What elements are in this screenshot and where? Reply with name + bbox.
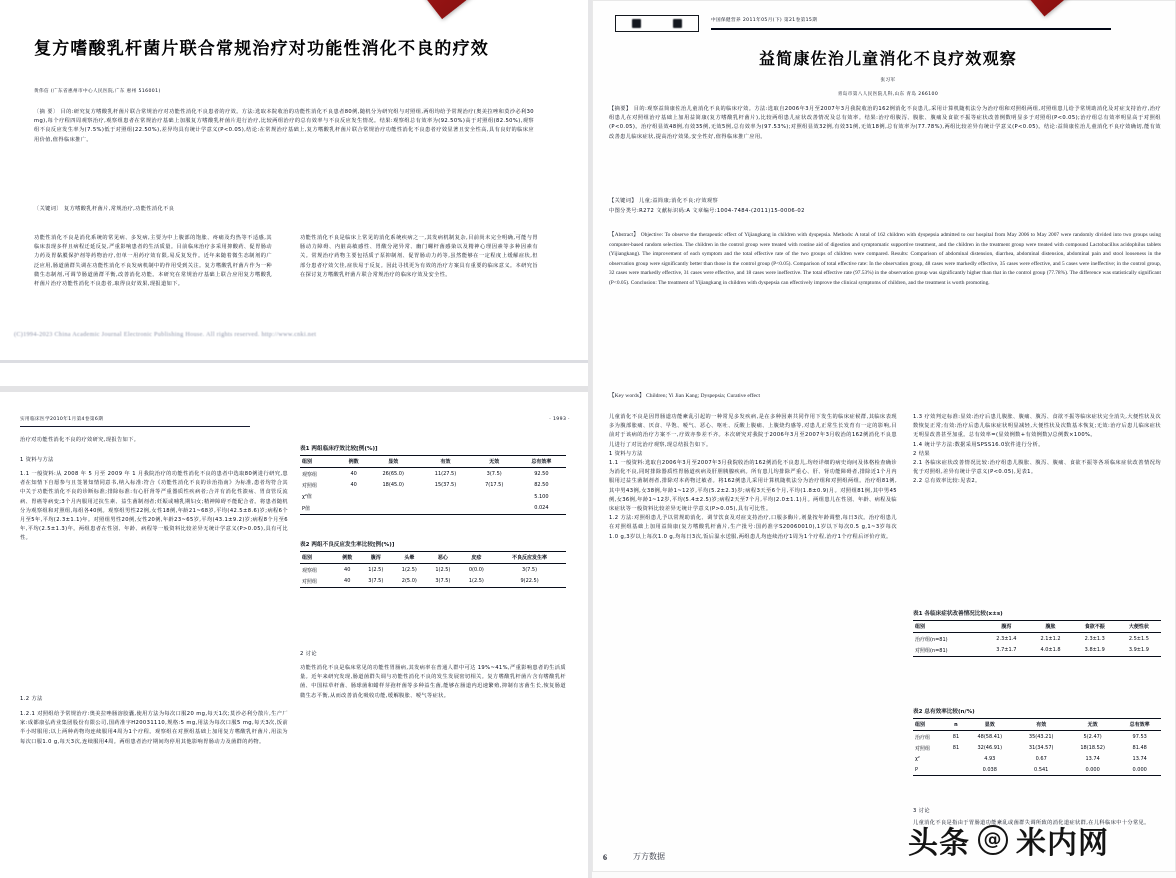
cell bbox=[419, 491, 471, 502]
cell: 2.3±1.3 bbox=[1084, 636, 1105, 643]
top-left-doc-title: 复方嗜酸乳杆菌片联合常规治疗对功能性消化不良的疗效 bbox=[34, 39, 489, 59]
right-doc-affiliation: 青岛市第八人民医院儿科,山东 青岛 266100 bbox=[837, 92, 939, 97]
col-a-section-1-1: 1.1 一般资料:选取自2006年3月至2007年3月我院收治的162例消化不良患儿,均经详细的病史询问及体格检查确诊为消化不良,同时排除器质性胃肠道疾病及肝胆胰腺疾病。所有患儿均排除严重心、肝、肾功能障碍者,排除近1个月内服用过益生菌制剂者,排除对本药物过敏者。将162例患儿采用计算机随机法分为治疗组和对照组两组。治疗组81例,其中男43例,女38例,年龄1~12岁,平均(5.2±2.3)岁;病程3天至6个月,平均(1.8±0.9)月。对照组81例,其中男45例,女36例,年龄1~12岁,平均(5.4±2.5)岁;病程2天至7个月,平均(2.0±1.1)月。两组患儿在性别、年龄、病程及临床症状等一般资料比较差异无统计学意义(P>0.05),具有可比性。 bbox=[609, 460, 897, 513]
cell: 3.9±1.9 bbox=[1128, 647, 1149, 654]
th-3: 头晕 bbox=[404, 555, 415, 562]
cell: 5(2.47) bbox=[1083, 734, 1102, 741]
cell: 48(58.41) bbox=[977, 734, 1003, 741]
cell: 治疗组(n=81) bbox=[915, 636, 948, 643]
th-0: 组别 bbox=[302, 555, 313, 562]
bottom-left-table-1 bbox=[300, 444, 566, 515]
bottom-left-section-2-heading: 1.2 方法 bbox=[20, 696, 43, 702]
right-doc-keywords-en bbox=[609, 391, 1161, 399]
cell: 18(18.52) bbox=[1080, 745, 1105, 752]
cell: 1(2.5) bbox=[401, 567, 417, 574]
table-1 bbox=[300, 455, 566, 515]
cell: 81.48 bbox=[1132, 745, 1147, 752]
cell: 对照组 bbox=[302, 482, 318, 489]
cell: 7(17.5) bbox=[485, 482, 504, 489]
cell: 观察组 bbox=[302, 471, 318, 478]
cell: 治疗组 bbox=[915, 734, 931, 741]
document-page-bottom-left bbox=[0, 392, 588, 878]
th-4: 大便性状 bbox=[1128, 624, 1149, 631]
table-row bbox=[300, 468, 566, 480]
th-2: 显效 bbox=[388, 459, 399, 466]
document-page-top-left bbox=[0, 0, 588, 386]
table-row bbox=[913, 743, 1161, 754]
cell: 40 bbox=[344, 578, 351, 585]
bottom-left-running-head: 实用临床医学2010年1月第4卷第6期 bbox=[20, 416, 250, 427]
cell: 3(7.5) bbox=[522, 567, 538, 574]
cell: 1(2.5) bbox=[468, 578, 484, 585]
cell: P值 bbox=[302, 505, 311, 512]
keywords-label: 【关键词】 bbox=[609, 198, 637, 204]
cell: 0.000 bbox=[1132, 766, 1147, 773]
toutiao-watermark bbox=[908, 818, 1109, 862]
cell: 对照组(n=81) bbox=[915, 647, 948, 654]
top-left-doc-keywords bbox=[34, 205, 534, 214]
abstract-label: 〔摘 要〕 bbox=[34, 109, 59, 115]
table-row bbox=[300, 480, 566, 491]
col-b-criteria: 1.3 疗效判定标准:显效:治疗后患儿腹胀、腹痛、腹泻、食欲不振等临床症状完全消失,大便性状及次数恢复正常;有效:治疗后患儿临床症状明显减轻,大便性状及次数基本恢复;无效:治疗后患儿临床症状无明显改善甚至加重。总有效率=(显效例数+有效例数)/总例数×100%。 bbox=[913, 414, 1161, 439]
cell: χ² bbox=[915, 756, 920, 763]
right-doc-abstract-cn bbox=[609, 105, 1161, 142]
right-doc-discussion-body: 儿童消化不良是指由于胃肠道功能紊乱或菌群失调所致的消化道症状群,在儿科临床中十分常见。 bbox=[913, 820, 1150, 826]
table-2 bbox=[913, 718, 1161, 776]
cell: χ²值 bbox=[302, 494, 312, 501]
cell bbox=[367, 503, 419, 515]
cell: 0.541 bbox=[1034, 766, 1049, 773]
right-doc-journal-header: 中国保健营养 2011年05月(下) 第21卷第15期 bbox=[711, 17, 1111, 30]
at-sign-icon: @ bbox=[978, 825, 1008, 855]
cell bbox=[367, 491, 419, 502]
cell: 0.000 bbox=[1085, 766, 1100, 773]
cell bbox=[472, 503, 517, 515]
cell: 0.038 bbox=[982, 766, 997, 773]
table-header-row bbox=[300, 456, 566, 468]
keywords-en-label: 【Key words】 bbox=[609, 393, 645, 399]
th-4: 恶心 bbox=[437, 555, 448, 562]
table-row bbox=[913, 754, 1161, 764]
th-4: 无效 bbox=[1087, 722, 1098, 729]
cell: 对照组 bbox=[915, 745, 931, 752]
cell: 40 bbox=[350, 482, 357, 489]
cell bbox=[340, 491, 367, 502]
bottom-left-section-1-body: 1.1 一般资料:从 2008 年 5 月至 2009 年 1 月我院治疗的功能性消化不良的患者中选取80例进行研究,患者在知情下自愿参与且签署知情同意书,纳入标准:符合《功能性消化不良的诊治指南》为标准,患者均符合其中关于功能性消化不良的诊断标准;排除标准:有心肝肾等严重器质性疾病者;合并有消化性溃疡、胃食管反流病、胃癌等病变;3个月内服用过抗生素、益生菌制剂者;妊娠或哺乳期妇女;精神障碍不能配合者。将患者随机分为观察组和对照组,每组各40例。观察组男性22例,女性18例,年龄21~68岁,平均(42.5±8.6)岁;病程6个月至5年,平均(2.3±1.1)年。对照组男性20例,女性20例,年龄23~65岁,平均(43.1±9.2)岁;病程8个月至6年,平均(2.5±1.3)年。两组患者在性别、年龄、病程等一般资料比较差异无统计学意义(P>0.05),具有可比性。 bbox=[20, 471, 288, 542]
cell: 4.0±1.8 bbox=[1040, 647, 1061, 654]
right-doc-author: 张习军 bbox=[880, 78, 896, 83]
right-doc-page-number: 6 bbox=[603, 853, 607, 862]
bottom-left-section-2-body: 1.2.1 对照组给予常规治疗:奥美拉唑肠溶胶囊,使用方法为每次口服20 mg,每天1次;莫沙必利分散片,生产厂家:成都康弘药业集团股份有限公司,国药准字H20031110,规格:5 mg,用法为每次口服5 mg,每天3次,饭前半小时服用;以上两种药物均连续服用4周为1个疗程。观察组在对照组基础上加用复方嗜酸乳杆菌片,用法为每次口服1.0 g,每天3次,连续服用4周。两组患者治疗期间均停用其他影响胃肠动力及菌群的药物。 bbox=[20, 711, 288, 745]
watermark-account: 米内网 bbox=[1016, 826, 1109, 861]
th-4: 无效 bbox=[489, 459, 500, 466]
cell: 4.93 bbox=[984, 756, 996, 763]
cell bbox=[419, 503, 471, 515]
table-row bbox=[913, 633, 1161, 645]
top-left-doc-column-right: 功能性消化不良是临床上常见的消化系统疾病之一,其发病机制复杂,目前尚未完全明确,可能与胃肠动力障碍、内脏高敏感性、胃酸分泌异常、幽门螺杆菌感染以及精神心理因素等多种因素有关。常规治疗药物主要包括质子泵抑制剂、促胃肠动力药等,虽然能够在一定程度上缓解症状,但部分患者疗效欠佳,症状易于反复。因此寻找更为有效的治疗方案具有重要的临床意义。本研究旨在探讨复方嗜酸乳杆菌片联合常规治疗的临床疗效及安全性。 bbox=[300, 235, 538, 278]
cell: 40 bbox=[344, 567, 351, 574]
table-row bbox=[300, 564, 566, 576]
cell: 35(43.21) bbox=[1028, 734, 1054, 741]
cell: 13.74 bbox=[1132, 756, 1147, 763]
top-left-doc-column-left: 功能性消化不良是消化系统的常见病、多发病,主要为中上腹部的饱胀、疼痛及灼热等不适感,其临床表现多样且病程迁延反复,严重影响患者的生活质量。目前临床治疗多采用抑酸药、促胃肠动力药及胃黏膜保护剂等药物治疗,但单一用药疗效有限,易反复发作。近年来随着微生态制剂的广泛应用,肠道菌群失调在功能性消化不良发病机制中的作用受到关注。复方嗜酸乳杆菌片作为一种微生态制剂,可调节肠道菌群平衡,改善消化功能。本研究在常规治疗基础上联合应用复方嗜酸乳杆菌片治疗功能性消化不良患者,取得良好效果,现报道如下。 bbox=[34, 235, 272, 288]
cell: 81 bbox=[952, 734, 960, 741]
table-header-row bbox=[300, 552, 566, 564]
table-1 bbox=[913, 620, 1161, 657]
cell: 2.3±1.4 bbox=[996, 636, 1017, 643]
table-header-row bbox=[913, 719, 1161, 731]
keywords-en-text: Children; Yi Jian Kang; Dyspepsia; Curative effect bbox=[646, 393, 761, 399]
table-row bbox=[913, 645, 1161, 657]
th-2: 显效 bbox=[984, 722, 995, 729]
right-doc-table-1 bbox=[913, 609, 1161, 657]
cell: 11(27.5) bbox=[434, 471, 457, 478]
cell bbox=[472, 491, 517, 502]
cell: 5.100 bbox=[534, 493, 549, 500]
cell: 1(2.5) bbox=[435, 567, 451, 574]
right-doc-column-a bbox=[609, 413, 897, 542]
document-page-right bbox=[592, 0, 1176, 872]
th-0: 组别 bbox=[302, 459, 313, 466]
cell: 3.7±1.7 bbox=[996, 647, 1017, 654]
cell: 0.67 bbox=[1035, 756, 1047, 763]
right-doc-class-number: 中图分类号:R272 文献标识码:A 文章编号:1004-7484-(2011)15-0006-02 bbox=[609, 208, 805, 214]
bottom-left-page-marker: · 1993 · bbox=[549, 417, 570, 422]
col-b-section-2: 2 结果 bbox=[913, 450, 930, 457]
table-header-row bbox=[913, 621, 1161, 633]
cell: 82.50 bbox=[534, 482, 549, 489]
right-doc-column-b bbox=[913, 413, 1161, 487]
cell: 15(37.5) bbox=[434, 482, 457, 489]
th-0: 组别 bbox=[915, 624, 926, 631]
cell bbox=[340, 503, 367, 515]
cell: 1(2.5) bbox=[368, 567, 384, 574]
th-3: 有效 bbox=[440, 459, 451, 466]
cell: 3.8±1.9 bbox=[1084, 647, 1105, 654]
journal-mark-icon bbox=[615, 15, 699, 32]
cell: 26(65.0) bbox=[382, 471, 404, 478]
table-row bbox=[300, 576, 566, 588]
bottom-left-lead-line: 治疗对功能性消化不良的疗效研究,现报告如下。 bbox=[20, 437, 140, 443]
col-a-intro: 儿童消化不良是因胃肠道功能紊乱引起的一种常见多发疾病,是在多种因素共同作用下发生的临床症候群,其临床表现多为腹部胀痛、厌食、早饱、嗳气、恶心、呕吐、反酸上腹痛、上腹烧灼感等,对患儿正常生长发育有一定的影响,目前对于该病的治疗方案不一,疗效亦参差不齐。本次研究对我院于2006年3月至2007年3月收治的162例消化不良患儿进行了对比治疗观察,现总结报告如下。 bbox=[609, 414, 897, 448]
th-1: 腹泻 bbox=[1001, 624, 1012, 631]
cell: 32(46.91) bbox=[977, 745, 1003, 752]
bottom-left-discussion-body: 功能性消化不良是临床常见的功能性胃肠病,其发病率在普通人群中可达 19%~41%,严重影响患者的生活质量。近年来研究发现,肠道菌群失调与功能性消化不良的发生发展密切相关。复方嗜酸乳杆菌片含有嗜酸乳杆菌、中国枯草杆菌、肠球菌和蜡样芽孢杆菌等多种益生菌,能够在肠道内迅速繁殖,抑制有害菌生长,恢复肠道微生态平衡,从而改善消化吸收功能,缓解腹胀、嗳气等症状。 bbox=[300, 665, 566, 699]
table-2-caption: 表2 两组不良反应发生率比较[例(%)] bbox=[300, 542, 395, 548]
cell: 3(7.5) bbox=[368, 578, 384, 585]
th-3: 食欲不振 bbox=[1084, 624, 1105, 631]
bottom-left-table-2 bbox=[300, 540, 566, 588]
col-a-section-1-2: 1.2 方法:对照组患儿予以常规助消化、调节饮食及对症支持治疗,口服多酶片,剂量按年龄调整,每日3次。治疗组患儿在对照组基础上加用益简康(复方嗜酸乳杆菌片,生产批号:国药准字S20060010),1岁以下每次0.5 g,1~3岁每次1.0 g,3岁以上每次1.0 g,均每日3次,饭后温水送服,两组患儿均连续治疗1周为1个疗程,治疗1个疗程后评价疗效。 bbox=[609, 515, 897, 540]
cell: 2(5.0) bbox=[401, 578, 417, 585]
th-3: 有效 bbox=[1036, 722, 1047, 729]
cell: 40 bbox=[350, 471, 357, 478]
cell: 2.5±1.5 bbox=[1128, 636, 1149, 643]
th-1: n bbox=[954, 721, 958, 728]
cell bbox=[948, 754, 964, 764]
abstract-en-label: 【Abstract】 bbox=[609, 232, 640, 238]
right-doc-discussion-heading: 3 讨论 bbox=[913, 808, 930, 814]
cell: 13.74 bbox=[1085, 756, 1100, 763]
th-0: 组别 bbox=[915, 722, 926, 729]
table-row bbox=[913, 731, 1161, 743]
keywords-text: 复方嗜酸乳杆菌片,常规治疗,功能性消化不良 bbox=[64, 206, 175, 212]
th-5: 皮疹 bbox=[471, 555, 482, 562]
abstract-text: 目的:观察益简康佐治儿童消化不良的临床疗效。方法:选取自2006年3月至2007年3月我院收治的162例消化不良患儿,采用计算机随机法分为治疗组和对照组两组,对照组患儿给予常规助消化及对症支持治疗,治疗组患儿在对照组治疗基础上加用益简康(复方嗜酸乳杆菌片),比较两组患儿症状改善情况及总有效率。结果:治疗组腹泻、腹胀、腹痛及食欲不振等症状改善例数明显多于对照组(P<0.05);治疗组总有效率明显高于对照组(P<0.05)。治疗组显效48例,有效35例,无效5例,总有效率为(97.53%);对照组显效32例,有效31例,无效18例,总有效率为(77.78%),两组比较差异有统计学意义(P<0.05)。结论:益简康佐治儿童消化不良疗效确切,能有效改善患儿临床症状,提高治疗效果,安全性好,值得临床推广应用。 bbox=[609, 106, 1161, 140]
cell: 0(0.0) bbox=[468, 567, 484, 574]
right-doc-source-mark: 万方数据 bbox=[633, 852, 665, 861]
cell: 0.024 bbox=[534, 505, 549, 512]
th-5: 总有效率 bbox=[1129, 722, 1150, 729]
col-b-section-2-2: 2.2 总有效率比较:见表2。 bbox=[913, 478, 981, 485]
th-5: 总有效率 bbox=[531, 459, 552, 466]
table-row bbox=[913, 765, 1161, 776]
top-left-doc-authors: 黄伟信 (广东省惠州市中心人民医院,广东 惠州 516001) bbox=[34, 89, 161, 94]
cell bbox=[948, 765, 964, 776]
abstract-text: 目的:研究复方嗜酸乳杆菌片联合常规治疗对功能性消化不良患者的疗效。方法:选取本院收治的功能性消化不良患者80例,随机分为研究组与对照组,两组均给予常规治疗(奥美拉唑和莫沙必利30 mg),每个疗程四周观察治疗,观察组患者在常规治疗基础上加服复方嗜酸乳杆菌片进行治疗,比较两组治疗的总有效率与不良反应发生情况。结果:观察组总有效率为(92.50%)高于对照组(82.50%),观察组不良反应发生率为(7.5%)低于对照组(22.50%),差异均具有统计学意义(P<0.05),结论:在常规治疗基础上,复方嗜酸乳杆菌片联合常规治疗功能性消化不良患者疗效显著且安全性高,具有良好的临床应用价值,值得临床推广。 bbox=[34, 109, 534, 143]
col-b-section-1-4: 1.4 统计学方法:数据采用SPSS16.0软件进行分析。 bbox=[913, 441, 1044, 448]
keywords-label: 〔关键词〕 bbox=[34, 206, 62, 212]
top-left-doc-abstract bbox=[34, 108, 534, 145]
cell: 9(22.5) bbox=[520, 578, 539, 585]
cnki-copyright-notice: (C)1994-2023 China Academic Journal Electronic Publishing House. All rights reserved. http://www.cnki.net bbox=[14, 331, 317, 338]
cell: 2.1±1.2 bbox=[1040, 636, 1061, 643]
abstract-en-text: Objective: To observe the therapeutic effect of Yijiangkang in children with dyspepsia. Methods: A total of 162 children with dyspepsia admitted to our hospital from May 2006 to May 2007 were randomly divided into two groups using computer-based random selection. The children in the control group were treated with routine aid of digestion and symptomatic supportive treatment, and the children in the treatment group were treated with compound Lactobacillus acidophilus tablets (Yijiangkang). The improvement of each symptom and the total effective rate of the two groups of children were compared. Results: Comparison of abdominal distension, diarrhea, abdominal distension, abdominal pain and stool looseness in the observation group were significantly better than those in the control group (P<0.05). Comparison of total effective rate: In the observation group, 48 cases were markedly effective, 35 cases were effective, and 5 cases were ineffective; in the control group, 32 cases were markedly effective, 31 cases were effective, and 18 cases were ineffective. The total effective rate (97.53%) in the observation group was significantly higher than that in the control group (77.78%). The difference was statistically significant (P<0.05). Conclusion: The treatment of Yijiangkang in children with dyspepsia can effectively improve the clinical symptoms of children, and the treatment is worth promoting. bbox=[609, 232, 1161, 286]
cell: 92.50 bbox=[534, 471, 549, 478]
th-2: 腹泻 bbox=[370, 555, 381, 562]
right-doc-abstract-en bbox=[609, 231, 1161, 289]
cell: 3(7.5) bbox=[435, 578, 451, 585]
table-1-caption: 表1 两组临床疗效比较[例(%)] bbox=[300, 446, 378, 452]
cell: P bbox=[915, 766, 919, 773]
abstract-label: 【摘要】 bbox=[609, 106, 632, 112]
right-doc-title: 益简康佐治儿童消化不良疗效观察 bbox=[758, 49, 1017, 68]
cell: 31(34.57) bbox=[1028, 745, 1054, 752]
th-1: 例数 bbox=[342, 555, 353, 562]
table-1-caption: 表1 各临床症状改善情况比较(x±s) bbox=[913, 611, 1003, 617]
col-a-section-1: 1 资料与方法 bbox=[609, 450, 643, 457]
watermark-brand: 头条 bbox=[908, 826, 970, 861]
bottom-left-section-1-heading: 1 资料与方法 bbox=[20, 457, 54, 463]
th-6: 不良反应发生率 bbox=[512, 555, 548, 562]
bottom-left-discussion-heading: 2 讨论 bbox=[300, 651, 317, 657]
cell: 观察组 bbox=[302, 567, 318, 574]
cell: 3(7.5) bbox=[486, 471, 502, 478]
th-1: 例数 bbox=[348, 459, 359, 466]
page-divider-rule bbox=[0, 360, 588, 363]
table-2 bbox=[300, 551, 566, 588]
right-doc-table-2 bbox=[913, 707, 1161, 776]
col-b-section-2-1: 2.1 各临床症状改善情况比较:治疗组患儿腹胀、腹泻、腹痛、食欲不振等各项临床症状改善情况均优于对照组,差异有统计学意义(P<0.05),见表1。 bbox=[913, 460, 1161, 476]
th-2: 腹胀 bbox=[1045, 624, 1056, 631]
table-row bbox=[300, 491, 566, 502]
right-doc-keywords-cn bbox=[609, 197, 1161, 206]
table-2-caption: 表2 总有效率比较(n/%) bbox=[913, 709, 975, 715]
table-row bbox=[300, 503, 566, 515]
cell: 81 bbox=[952, 745, 960, 752]
cell: 对照组 bbox=[302, 578, 318, 585]
cell: 18(45.0) bbox=[382, 482, 404, 489]
keywords-text: 儿童;益简康;消化不良;疗效观察 bbox=[639, 198, 719, 204]
cell: 97.53 bbox=[1132, 734, 1147, 741]
